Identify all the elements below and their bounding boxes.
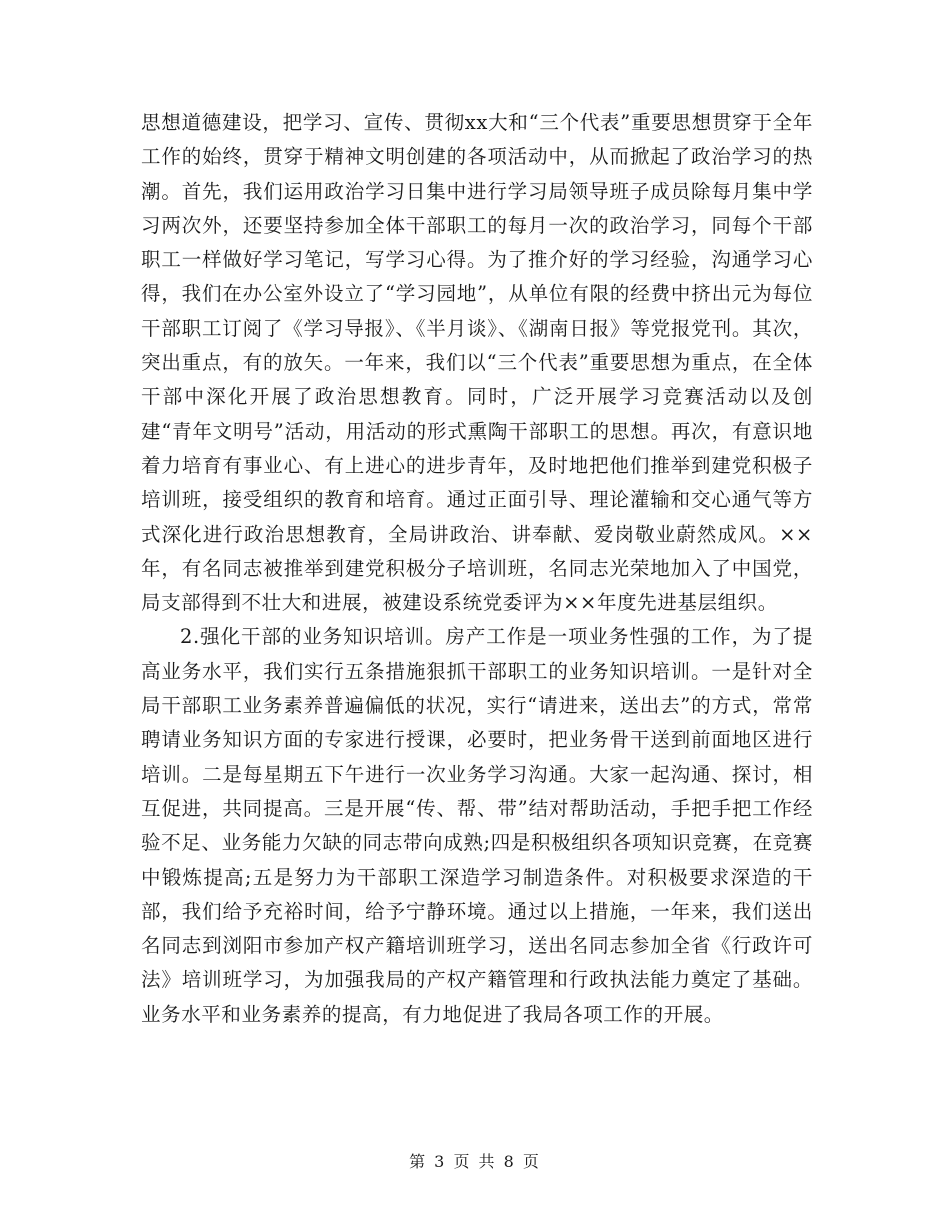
paragraph-political-study: 思想道德建设，把学习、宣传、贯彻xx大和“三个代表”重要思想贯穿于全年工作的始终，贯穿于精神文明创建的各项活动中，从而掀起了政治学习的热潮。首先，我们运用政治学习日集中进行学习局领导班子成员除每月集中学习两次外，还要坚持参加全体干部职工的每月一次的政治学习，同每个干部职工一样做好学习笔记，写学习心得。为了推介好的学习经验，沟通学习心得，我们在办公室外设立了“学习园地”，从单位有限的经费中挤出元为每位干部职工订阅了《学习导报》、《半月谈》、《湖南日报》等党报党刊。其次，突出重点，有的放矢。一年来，我们以“三个代表”重要思想为重点，在全体干部中深化开展了政治思想教育。同时，广泛开展学习竞赛活动以及创建“青年文明号”活动，用活动的形式熏陶干部职工的思想。再次，有意识地着力培育有事业心、有上进心的进步青年，及时地把他们推举到建党积极子培训班，接受组织的教育和培育。通过正面引导、理论灌输和交心通气等方式深化进行政治思想教育，全局讲政治、讲奉献、爱岗敬业蔚然成风。××年，有名同志被推举到建党积极分子培训班，名同志光荣地加入了中国党，局支部得到不壮大和进展，被建设系统党委评为××年度先进基层组织。: [141, 111, 813, 615]
document-body: [141, 106, 813, 1032]
page-number-footer: 第 3 页 共 8 页: [409, 1152, 541, 1171]
paragraph-business-training: 2.强化干部的业务知识培训。房产工作是一项业务性强的工作，为了提高业务水平，我们实行五条措施狠抓干部职工的业务知识培训。一是针对全局干部职工业务素养普遍偏低的状况，实行“请进来，送出去”的方式，常常聘请业务知识方面的专家进行授课，必要时，把业务骨干送到前面地区进行培训。二是每星期五下午进行一次业务学习沟通。大家一起沟通、探讨，相互促进，共同提高。三是开展“传、帮、带”结对帮助活动，手把手把工作经验不足、业务能力欠缺的同志带向成熟;四是积极组织各项知识竞赛，在竞赛中锻炼提高;五是努力为干部职工深造学习制造条件。对积极要求深造的干部，我们给予充裕时间，给予宁静环境。通过以上措施，一年来，我们送出名同志到浏阳市参加产权产籍培训班学习，送出名同志参加全省《行政许可法》培训班学习，为加强我局的产权产籍管理和行政执法能力奠定了基础。业务水平和业务素养的提高，有力地促进了我局各项工作的开展。: [141, 625, 813, 1026]
